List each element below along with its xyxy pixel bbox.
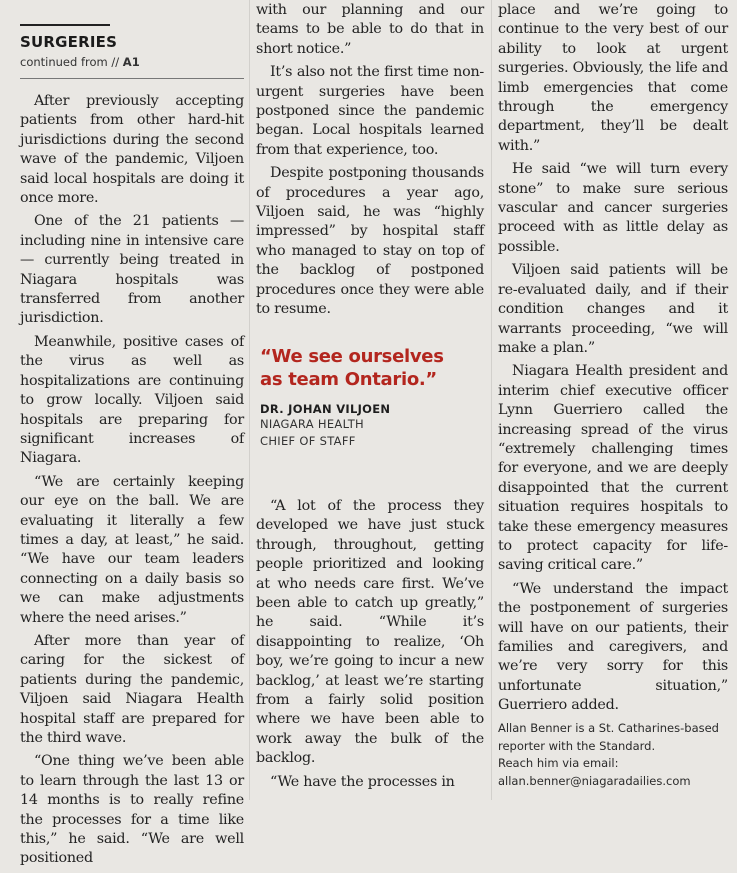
continued-page: A1 bbox=[122, 55, 140, 69]
pull-quote-role: CHIEF OF STAFF bbox=[260, 434, 356, 448]
paragraph: “We have the processes in bbox=[270, 773, 455, 790]
pull-quote-attribution: DR. JOHAN VILJOEN bbox=[260, 402, 391, 416]
bio-contact: Reach him via email: bbox=[498, 756, 619, 770]
paragraph: “We are certainly keeping our eye on the ball. We are evaluating it literally a few times a day, at least,” he said. “We have our team leaders connecting on a daily basis so we can make adjustments where the need arises.” bbox=[20, 473, 244, 626]
paragraph: Niagara Health president and interim chief executive officer Lynn Guerriero called the increasing spread of the virus “extremely challenging times for everyone, and we are deeply disappointed that the current situation requires hospitals to take these emergency measures to protect capacity for life-saving critical care.” bbox=[498, 363, 728, 574]
column-2-body-bottom bbox=[256, 497, 484, 796]
author-email: allan.benner@niagaradailies.com bbox=[498, 773, 691, 788]
pull-quote-role: NIAGARA HEALTH bbox=[260, 417, 364, 431]
paragraph: “A lot of the process they developed we have just stuck through, throughout, getting people prioritized and looking at who needs care first. We’ve been able to catch up greatly,” he said. “While it’s disappointing to realize, ‘Oh boy, we’re going to incur a new backlog,’ at least we’re starting from a fairly solid position where we have been able to work away the bulk of the backlog. bbox=[256, 498, 484, 767]
section-kicker: SURGERIES bbox=[20, 33, 118, 51]
pull-quote-text: “We see ourselves as team Ontario.” bbox=[260, 346, 444, 390]
bio-text: Allan Benner is a St. Catharines-based reporter with the Standard. bbox=[498, 721, 719, 753]
pull-quote bbox=[260, 345, 460, 450]
column-divider bbox=[249, 0, 250, 800]
paragraph: Despite postponing thousands of procedures a year ago, Viljoen said, he was “highly impressed” by hospital staff who managed to stay on top of the backlog of postponed procedures once they were able to resume. bbox=[256, 165, 484, 318]
paragraph: One of the 21 patients — including nine in intensive care — currently being treated in Niagara hospitals was transferred from another jurisdiction. bbox=[20, 213, 244, 327]
paragraph: It’s also not the first time non-urgent surgeries have been postponed since the pandemic began. Local hospitals learned from that experience, too. bbox=[256, 64, 484, 158]
continued-text: continued from // bbox=[20, 55, 120, 69]
column-divider bbox=[491, 0, 492, 800]
paragraph: with our planning and our teams to be able to do that in short notice.” bbox=[256, 2, 484, 57]
kicker-rule bbox=[20, 24, 110, 26]
paragraph: After previously accepting patients from other hard-hit jurisdictions during the second wave of the pandemic, Viljoen said local hospitals are doing it once more. bbox=[20, 93, 244, 207]
paragraph: Viljoen said patients will be re-evaluated daily, and if their condition changes and it warrants proceeding, “we will make a plan.” bbox=[498, 262, 728, 356]
author-bio bbox=[498, 720, 728, 790]
paragraph: Meanwhile, positive cases of the virus as well as hospitalizations are continuing to grow locally. Viljoen said hospitals are preparing for significant increases of Niagara. bbox=[20, 333, 244, 467]
continued-from-line bbox=[20, 55, 140, 69]
paragraph: “We understand the impact the postponement of surgeries will have on our patients, their families and caregivers, and we’re very sorry for this unfortunate situation,” Guerriero added. bbox=[498, 580, 728, 714]
paragraph: “One thing we’ve been able to learn through the last 13 or 14 months is to really refine the processes for a time like this,” he said. “We are well positioned bbox=[20, 753, 244, 867]
paragraph: place and we’re going to continue to the very best of our ability to look at urgent surgeries. Obviously, the life and limb emergencies that come through the emergency department, they’ll be dealt with.” bbox=[498, 2, 728, 154]
column-2-body-top bbox=[256, 1, 484, 324]
column-3-body bbox=[498, 1, 728, 720]
column-1-body bbox=[20, 92, 244, 873]
paragraph: After more than year of caring for the sickest of patients during the pandemic, Viljoen said Niagara Health hospital staff are prepared for the third wave. bbox=[20, 632, 244, 746]
paragraph: He said “we will turn every stone” to make sure serious vascular and cancer surgeries proceed with as little delay as possible. bbox=[498, 161, 728, 255]
header-divider bbox=[20, 78, 244, 79]
